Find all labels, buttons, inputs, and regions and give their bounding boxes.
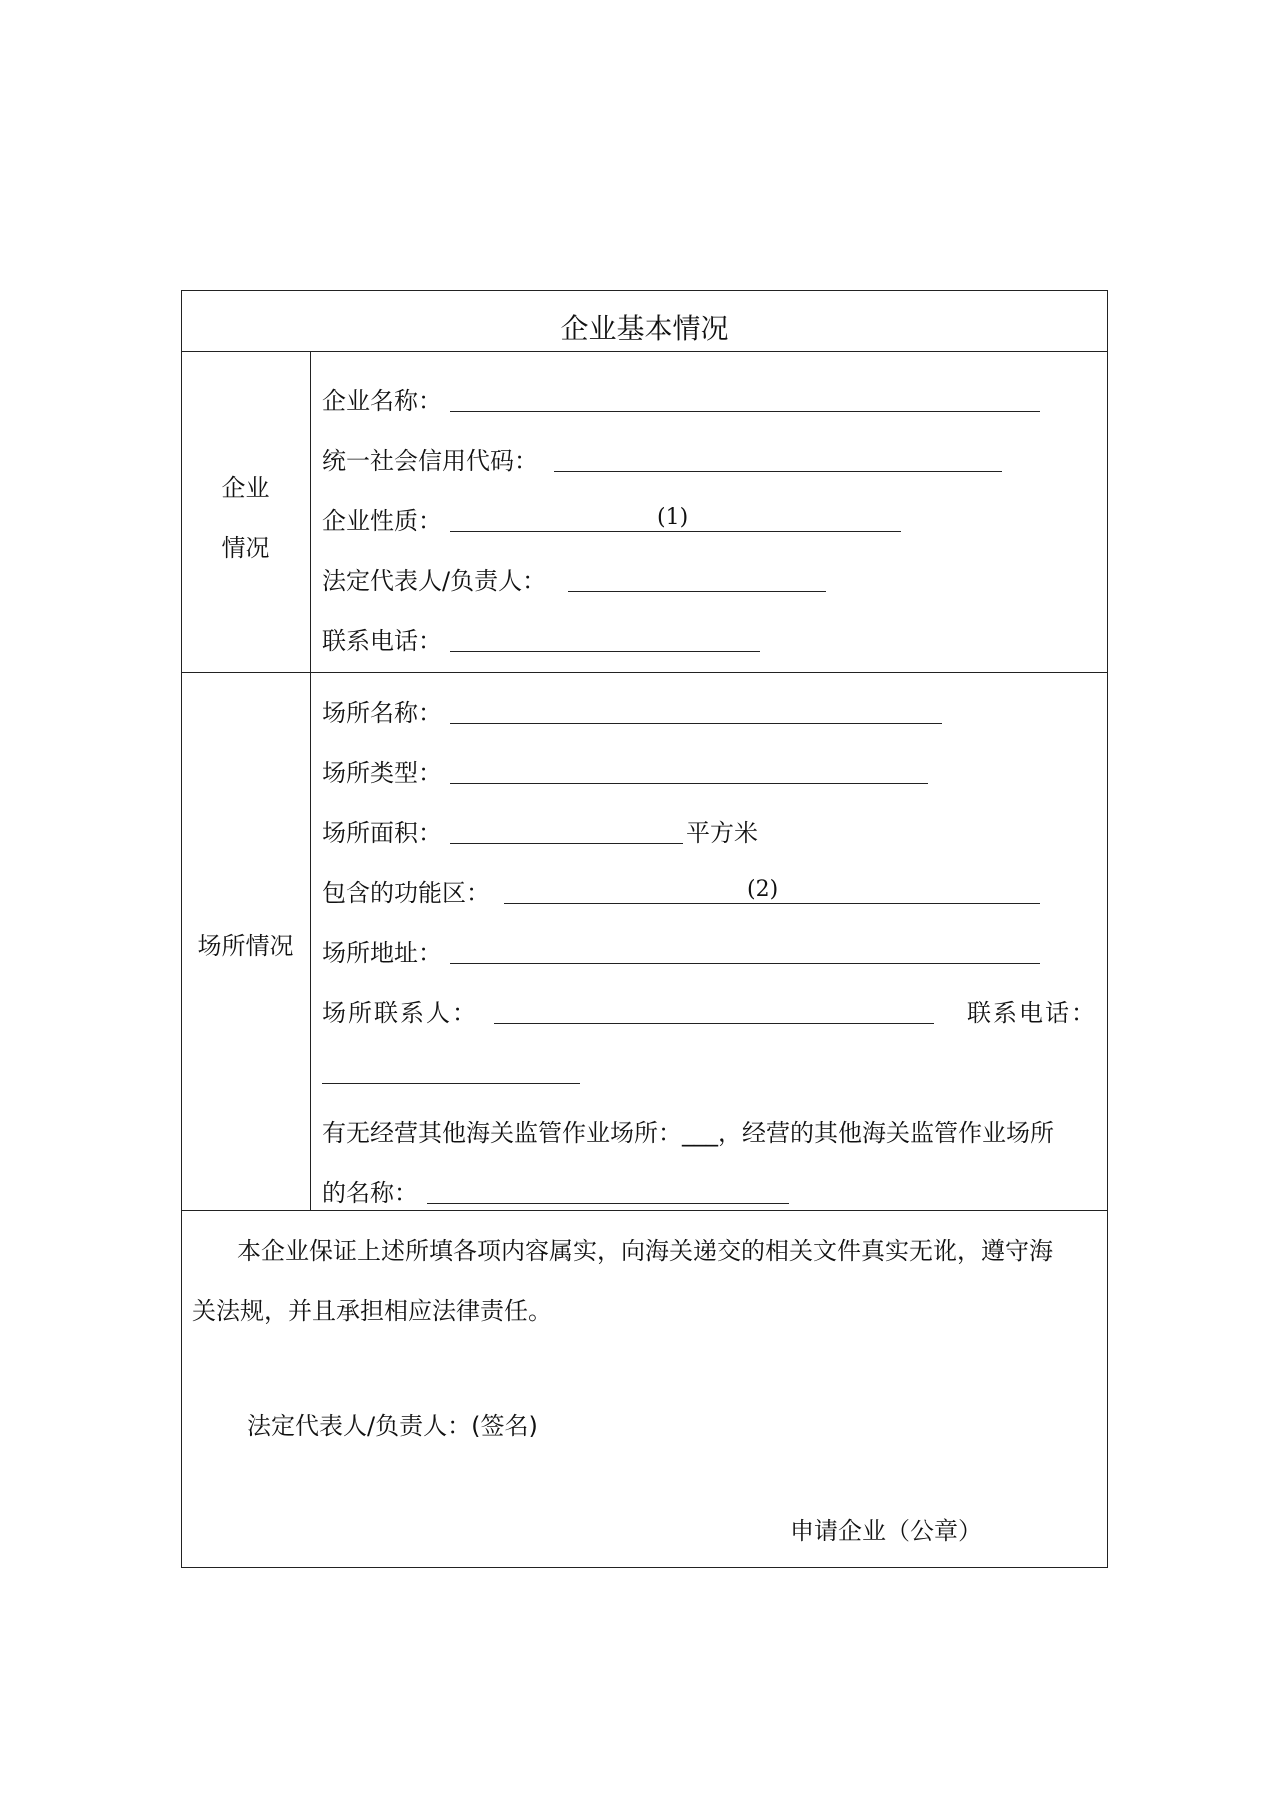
enterprise-name-field[interactable]: [450, 411, 1040, 412]
credit-code-field[interactable]: [554, 471, 1002, 472]
enterprise-phone-field[interactable]: [450, 651, 760, 652]
other-sites-name-field[interactable]: [427, 1203, 789, 1204]
site-section-label: 场所情况: [197, 932, 294, 960]
legal-rep-field[interactable]: [568, 591, 826, 592]
site-contact-phone-label: 联系电话：: [967, 999, 1097, 1027]
divider: [182, 1210, 1107, 1211]
enterprise-nature-label: 企业性质：: [322, 507, 442, 535]
site-contact-label: 场所联系人：: [322, 999, 478, 1027]
divider: [310, 351, 311, 1210]
form-title: 企业基本情况: [560, 312, 729, 345]
credit-code-label: 统一社会信用代码：: [322, 447, 538, 475]
site-contact-phone-field[interactable]: [322, 1083, 580, 1084]
enterprise-section-label: 情况: [221, 534, 270, 562]
site-contact-field[interactable]: [494, 1023, 934, 1024]
site-area-unit: 平方米: [686, 819, 758, 847]
site-name-field[interactable]: [450, 723, 942, 724]
site-type-field[interactable]: [450, 783, 928, 784]
site-name-label: 场所名称：: [322, 699, 442, 727]
divider: [182, 672, 1107, 673]
site-address-label: 场所地址：: [322, 939, 442, 967]
enterprise-name-label: 企业名称：: [322, 387, 442, 415]
other-sites-question: 有无经营其他海关监管作业场所：___，经营的其他海关监管作业场所: [322, 1119, 1054, 1147]
enterprise-phone-label: 联系电话：: [322, 627, 442, 655]
footnote-marker: (1): [657, 505, 689, 530]
footnote-marker: (2): [747, 877, 779, 902]
company-seal-line: 申请企业（公章）: [790, 1517, 982, 1545]
site-area-field[interactable]: [450, 843, 683, 844]
other-sites-name-label: 的名称：: [322, 1179, 418, 1207]
legal-rep-label: 法定代表人/负责人：: [322, 567, 547, 595]
declaration-text: 关法规，并且承担相应法律责任。: [192, 1297, 552, 1325]
enterprise-info-form: [181, 290, 1108, 1568]
functional-zones-label: 包含的功能区：: [322, 879, 490, 907]
divider: [182, 351, 1107, 352]
site-address-field[interactable]: [450, 963, 1040, 964]
signature-line[interactable]: 法定代表人/负责人：(签名): [247, 1412, 538, 1440]
enterprise-section-label: 企业: [221, 474, 270, 502]
declaration-text: 本企业保证上述所填各项内容属实，向海关递交的相关文件真实无讹，遵守海: [237, 1237, 1053, 1265]
site-area-label: 场所面积：: [322, 819, 442, 847]
site-type-label: 场所类型：: [322, 759, 442, 787]
